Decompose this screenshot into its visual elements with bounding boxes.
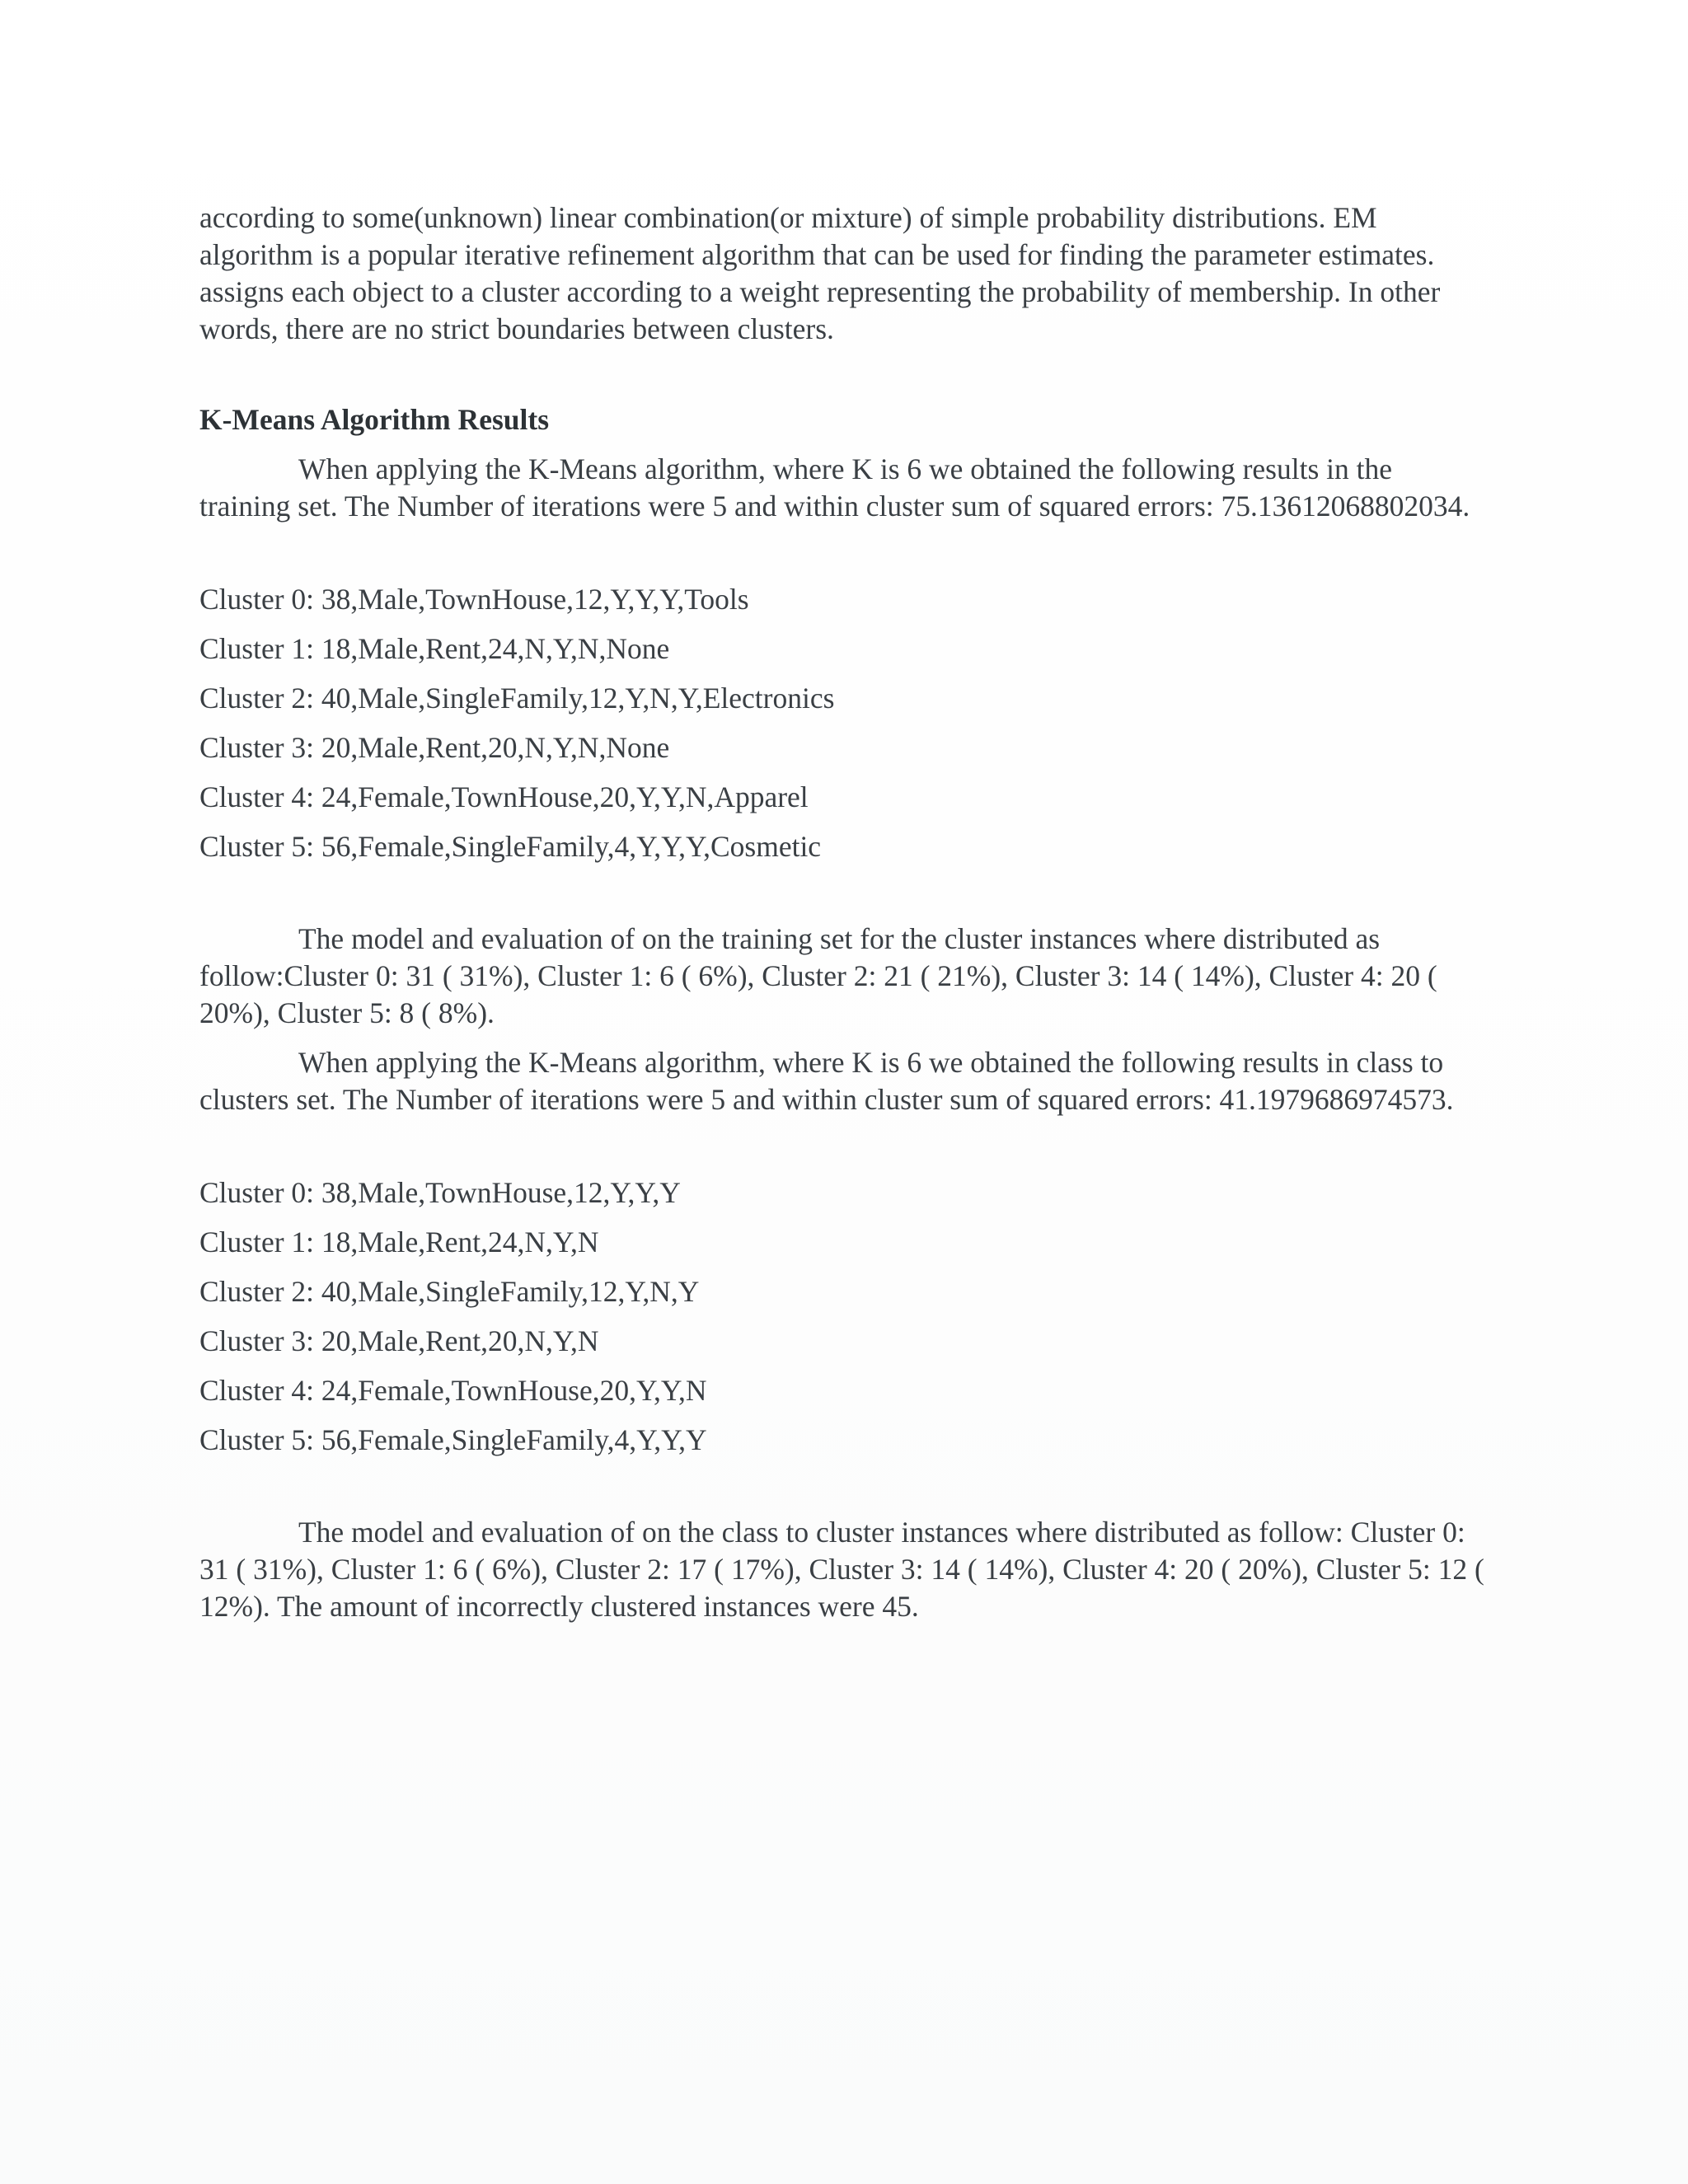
class-cluster-item: Cluster 1: 18,Male,Rent,24,N,Y,N xyxy=(199,1226,599,1258)
document-body xyxy=(199,199,1485,1625)
class-cluster-item: Cluster 0: 38,Male,TownHouse,12,Y,Y,Y xyxy=(199,1176,681,1209)
class-cluster-list xyxy=(199,1168,1485,1465)
section-heading: K-Means Algorithm Results xyxy=(199,403,550,436)
training-intro-paragraph: When applying the K-Means algorithm, where K is 6 we obtained the following results in the training set. The Number of iterations were 5 and within cluster sum of squared errors: 75.13612068802034. xyxy=(199,452,1470,523)
training-cluster-item: Cluster 2: 40,Male,SingleFamily,12,Y,N,Y,Electronics xyxy=(199,682,835,715)
class-cluster-item: Cluster 5: 56,Female,SingleFamily,4,Y,Y,Y xyxy=(199,1423,707,1456)
training-cluster-item: Cluster 5: 56,Female,SingleFamily,4,Y,Y,Y,Cosmetic xyxy=(199,830,822,863)
training-cluster-item: Cluster 1: 18,Male,Rent,24,N,Y,N,None xyxy=(199,632,670,665)
intro-paragraph: according to some(unknown) linear combination(or mixture) of simple probability distributions. EM algorithm is a popular iterative refinement algorithm that can be used for finding the parameter estimates. assigns each object to a cluster according to a weight representing the probability of membership. In other words, there are no strict boundaries between clusters. xyxy=(199,201,1441,345)
class-cluster-item: Cluster 2: 40,Male,SingleFamily,12,Y,N,Y xyxy=(199,1275,700,1308)
training-distribution-paragraph: The model and evaluation of on the training set for the cluster instances where distributed as follow:Cluster 0: 31 ( 31%), Cluster 1: 6 ( 6%), Cluster 2: 21 ( 21%), Cluster 3: 14 ( 14%), Cluster 4: 20 ( 20%), Cluster 5: 8 ( 8%). xyxy=(199,922,1437,1029)
training-cluster-item: Cluster 3: 20,Male,Rent,20,N,Y,N,None xyxy=(199,731,670,764)
training-cluster-item: Cluster 0: 38,Male,TownHouse,12,Y,Y,Y,Tools xyxy=(199,583,749,616)
class-intro-paragraph: When applying the K-Means algorithm, where K is 6 we obtained the following results in class to clusters set. The Number of iterations were 5 and within cluster sum of squared errors: 41.1979686974573. xyxy=(199,1046,1454,1116)
training-cluster-item: Cluster 4: 24,Female,TownHouse,20,Y,Y,N,Apparel xyxy=(199,780,809,813)
class-cluster-item: Cluster 4: 24,Female,TownHouse,20,Y,Y,N xyxy=(199,1374,707,1407)
training-cluster-list xyxy=(199,574,1485,871)
class-distribution-paragraph: The model and evaluation of on the class to cluster instances where distributed as follow: Cluster 0: 31 ( 31%), Cluster 1: 6 ( 6%), Cluster 2: 17 ( 17%), Cluster 3: 14 ( 14%), Cluster 4: 20 ( 20%), Cluster 5: 12 ( 12%). The amount of incorrectly clustered instances were 45. xyxy=(199,1516,1484,1623)
class-cluster-item: Cluster 3: 20,Male,Rent,20,N,Y,N xyxy=(199,1324,599,1357)
